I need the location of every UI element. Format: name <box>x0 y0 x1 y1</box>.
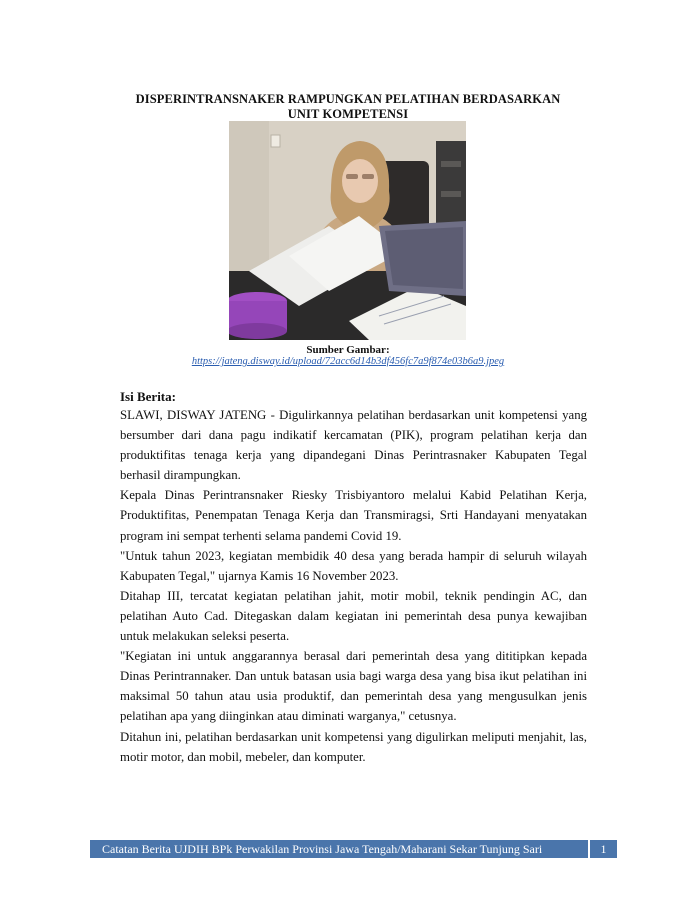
title-line-1: DISPERINTRANSNAKER RAMPUNGKAN PELATIHAN BERDASARKAN <box>135 92 561 106</box>
footer-text: Catatan Berita UJDIH BPk Perwakilan Provinsi Jawa Tengah/Maharani Sekar Tunjung Sari <box>102 842 543 856</box>
page-number: 1 <box>600 842 607 856</box>
paragraph-6: Ditahun ini, pelatihan berdasarkan unit kompetensi yang digulirkan meliputi menjahit, las, motir motor, dan mobil, mebeler, dan komputer. <box>120 729 587 764</box>
article-title <box>118 92 578 122</box>
article-photo <box>229 121 466 340</box>
section-heading: Isi Berita: <box>120 389 176 404</box>
paragraph-3: "Untuk tahun 2023, kegiatan membidik 40 desa yang berada hampir di seluruh wilayah Kabupaten Tegal," ujarnya Kamis 16 November 2023. <box>120 548 587 583</box>
page-footer <box>90 840 617 858</box>
image-caption-label: Sumber Gambar: <box>306 344 390 356</box>
image-source-link[interactable]: https://jateng.disway.id/upload/72acc6d14b3df456fc7a9f874e03b6a9.jpeg <box>191 356 505 367</box>
paragraph-1: SLAWI, DISWAY JATENG - Digulirkannya pelatihan berdasarkan unit kompetensi yang bersumber dari dana pagu indikatif kercamatan (PIK), program pelatihan kerja dan produktifitas tenaga kerja yang dipandegani Dinas Perintrasnaker Kabupaten Tegal berhasil dirampungkan. <box>120 408 587 483</box>
paragraph-4: Ditahap III, tercatat kegiatan pelatihan jahit, motir mobil, teknik pendingin AC, dan pelatihan Auto Cad. Ditegaskan dalam kegiatan ini pemerintah desa punya kewajiban untuk melakukan seleksi peserta. <box>120 588 587 644</box>
title-line-2: UNIT KOMPETENSI <box>287 107 409 121</box>
paragraph-2: Kepala Dinas Perintransnaker Riesky Trisbiyantoro melalui Kabid Pelatihan Kerja, Produktifitas, Penempatan Tenaga Kerja dan Transmiragsi, Srti Handayani menyatakan program ini sempat terhenti selama pandemi Covid 19. <box>120 488 587 543</box>
article-body <box>120 405 587 767</box>
paragraph-5: "Kegiatan ini untuk anggarannya berasal dari pemerintah desa yang dititipkan kepada Dinas Perintrannaker. Dan untuk batasan usia bagi warga desa yang bisa ikut pelatihan ini maksimal 50 tahun atau usia produktif, dan pemerintah desa yang mengusulkan jenis pelatihan apa yang diinginkan atau diminati warganya," cetusnya. <box>120 649 587 724</box>
